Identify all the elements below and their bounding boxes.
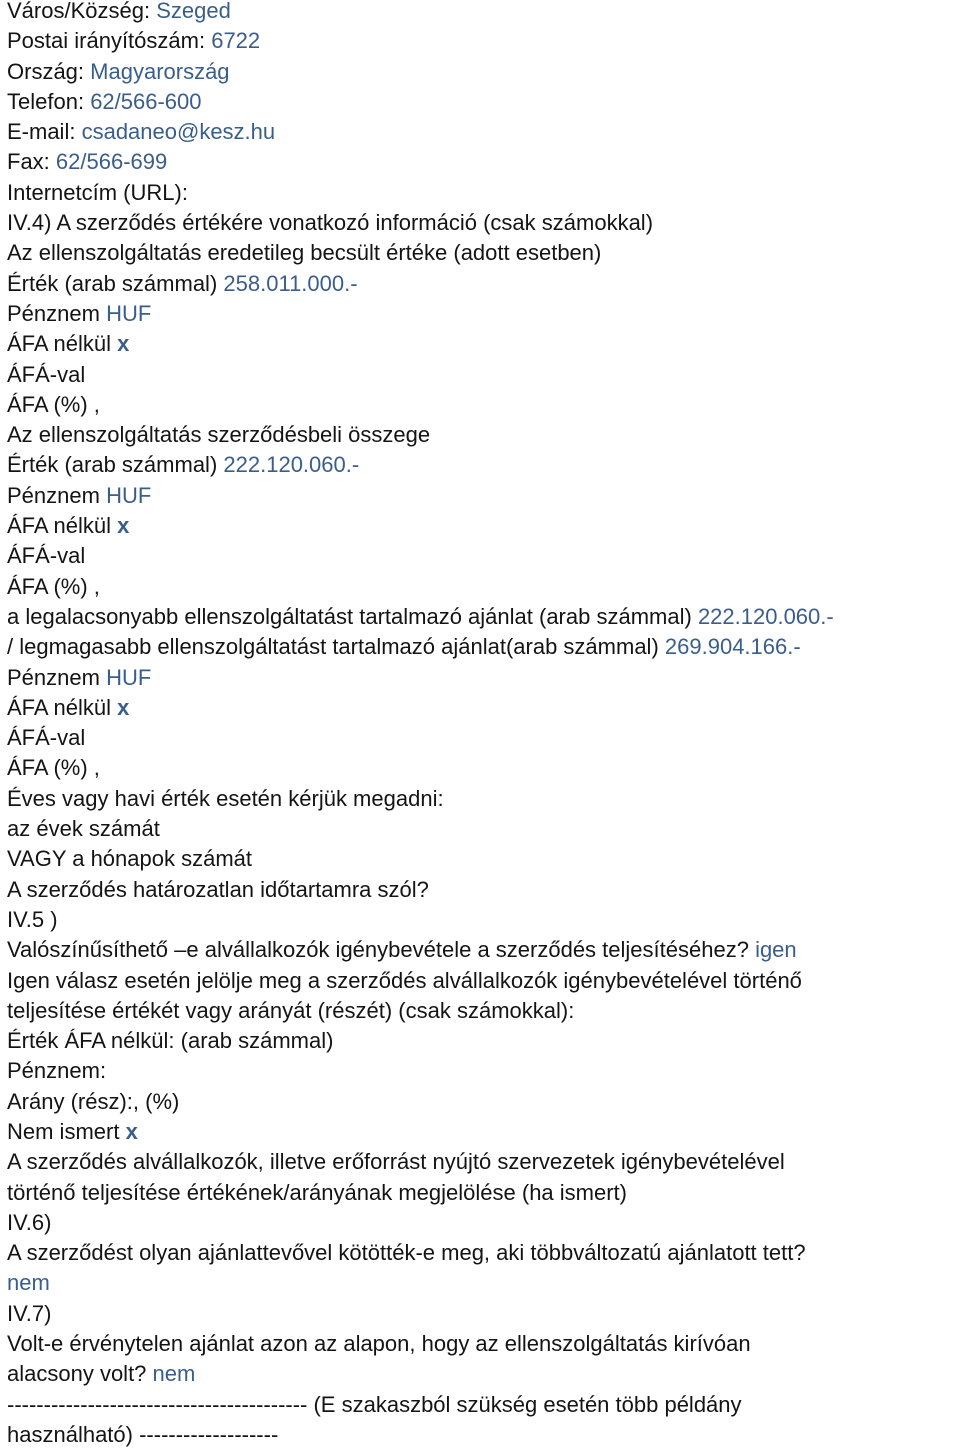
currency-label: Pénznem xyxy=(7,664,100,690)
city-label: Város/Község: xyxy=(7,0,151,23)
country-value: Magyarország xyxy=(90,58,230,84)
net-mark: x xyxy=(117,694,130,720)
note-line-1: A szerződés alvállalkozók, illetve erőforrást nyújtó szervezetek igénybevételével xyxy=(7,1149,785,1175)
net-value-label: Érték ÁFA nélkül: (arab számmal) xyxy=(7,1028,334,1054)
lowest-offer-label: a legalacsonyabb ellenszolgáltatást tartalmazó ajánlat (arab számmal) xyxy=(7,603,692,629)
contract-net-line xyxy=(7,511,953,541)
low-price-question-line-2 xyxy=(7,1359,953,1389)
footer-line-1: ----------------------------------------- (E szakaszból szükség esetén több példány xyxy=(7,1391,742,1417)
months-label: VAGY a hónapok számát xyxy=(7,846,252,872)
city-value: Szeged xyxy=(156,0,231,23)
net-label: ÁFA nélkül xyxy=(7,331,111,357)
country-label: Ország: xyxy=(7,58,85,84)
low-price-question: alacsony volt? xyxy=(7,1361,147,1387)
value-label: Érték (arab számmal) xyxy=(7,452,218,478)
lowest-offer-line xyxy=(7,602,953,632)
estimated-currency-line xyxy=(7,299,953,329)
section-iv6-heading: IV.6) xyxy=(7,1209,52,1235)
currency-value: HUF xyxy=(106,300,152,326)
city-line xyxy=(7,0,953,26)
lowest-offer-value: 222.120.060.- xyxy=(697,603,834,629)
value-label: Érték (arab számmal) xyxy=(7,270,218,296)
years-label: az évek számát xyxy=(7,816,160,842)
variant-offer-answer: nem xyxy=(7,1270,50,1296)
contract-gross-line: ÁFÁ-val xyxy=(7,543,86,569)
estimated-net-line xyxy=(7,329,953,359)
phone-line xyxy=(7,87,953,117)
zip-line xyxy=(7,26,953,56)
fax-line xyxy=(7,147,953,177)
net-mark: x xyxy=(117,331,130,357)
email-line xyxy=(7,117,953,147)
range-gross-line: ÁFÁ-val xyxy=(7,725,86,751)
currency-label: Pénznem xyxy=(7,300,100,326)
range-currency-line xyxy=(7,663,953,693)
ratio-label: Arány (rész):, (%) xyxy=(7,1088,180,1114)
estimated-value: 258.011.000.- xyxy=(223,270,358,296)
fax-label: Fax: xyxy=(7,149,50,175)
unknown-label: Nem ismert xyxy=(7,1118,120,1144)
estimated-gross-line: ÁFÁ-val xyxy=(7,361,86,387)
highest-offer-line xyxy=(7,632,953,662)
subcontractor-question: Valószínűsíthető –e alvállalkozók igénybevétele a szerződés teljesítéséhez? xyxy=(7,937,749,963)
phone-label: Telefon: xyxy=(7,88,85,114)
highest-offer-label: / legmagasabb ellenszolgáltatást tartalmazó ajánlat(arab számmal) xyxy=(7,634,659,660)
subcontractor-question-line xyxy=(7,935,953,965)
country-line xyxy=(7,57,953,87)
low-price-question-line-1: Volt-e érvénytelen ajánlat azon az alapon, hogy az ellenszolgáltatás kirívóan xyxy=(7,1331,751,1357)
currency-value: HUF xyxy=(106,664,152,690)
section-iv4-heading: IV.4) A szerződés értékére vonatkozó információ (csak számokkal) xyxy=(7,210,654,236)
variant-offer-question: A szerződést olyan ajánlattevővel kötötték-e meg, aki többváltozatú ajánlatott tett? xyxy=(7,1240,806,1266)
currency-label: Pénznem xyxy=(7,482,100,508)
phone-value: 62/566-600 xyxy=(90,88,202,114)
zip-value: 6722 xyxy=(211,28,261,54)
currency-label: Pénznem: xyxy=(7,1058,107,1084)
unknown-mark: x xyxy=(125,1118,138,1144)
estimated-vat-line: ÁFA (%) , xyxy=(7,391,100,417)
highest-offer-value: 269.904.166.- xyxy=(664,634,801,660)
section-iv5-heading: IV.5 ) xyxy=(7,906,58,932)
contract-value: 222.120.060.- xyxy=(223,452,360,478)
unknown-line xyxy=(7,1117,953,1147)
url-label: Internetcím (URL): xyxy=(7,179,188,205)
range-net-line xyxy=(7,693,953,723)
low-price-answer: nem xyxy=(152,1361,196,1387)
fax-value: 62/566-699 xyxy=(55,149,168,175)
estimated-heading: Az ellenszolgáltatás eredetileg becsült értéke (adott esetben) xyxy=(7,240,602,266)
zip-label: Postai irányítószám: xyxy=(7,28,206,54)
email-label: E-mail: xyxy=(7,119,76,145)
subcontractor-answer: igen xyxy=(755,937,797,963)
net-mark: x xyxy=(117,513,130,539)
currency-value: HUF xyxy=(106,482,152,508)
net-label: ÁFA nélkül xyxy=(7,513,111,539)
contract-value-line xyxy=(7,450,953,480)
instruction-line-1: Igen válasz esetén jelölje meg a szerződés alvállalkozók igénybevételével történő xyxy=(7,967,802,993)
instruction-line-2: teljesítése értékét vagy arányát (részét) (csak számokkal): xyxy=(7,997,575,1023)
contract-vat-line: ÁFA (%) , xyxy=(7,573,100,599)
url-line xyxy=(7,178,953,208)
section-iv7-heading: IV.7) xyxy=(7,1300,52,1326)
email-value: csadaneo@kesz.hu xyxy=(81,119,276,145)
indefinite-label: A szerződés határozatlan időtartamra szól? xyxy=(7,876,429,902)
range-vat-line: ÁFA (%) , xyxy=(7,755,100,781)
yearly-prompt: Éves vagy havi érték esetén kérjük megadni: xyxy=(7,785,444,811)
footer-line-2: használható) ------------------- xyxy=(7,1421,279,1447)
contract-currency-line xyxy=(7,481,953,511)
net-label: ÁFA nélkül xyxy=(7,694,111,720)
estimated-value-line xyxy=(7,269,953,299)
note-line-2: történő teljesítése értékének/arányának megjelölése (ha ismert) xyxy=(7,1179,627,1205)
contract-heading: Az ellenszolgáltatás szerződésbeli összege xyxy=(7,422,431,448)
